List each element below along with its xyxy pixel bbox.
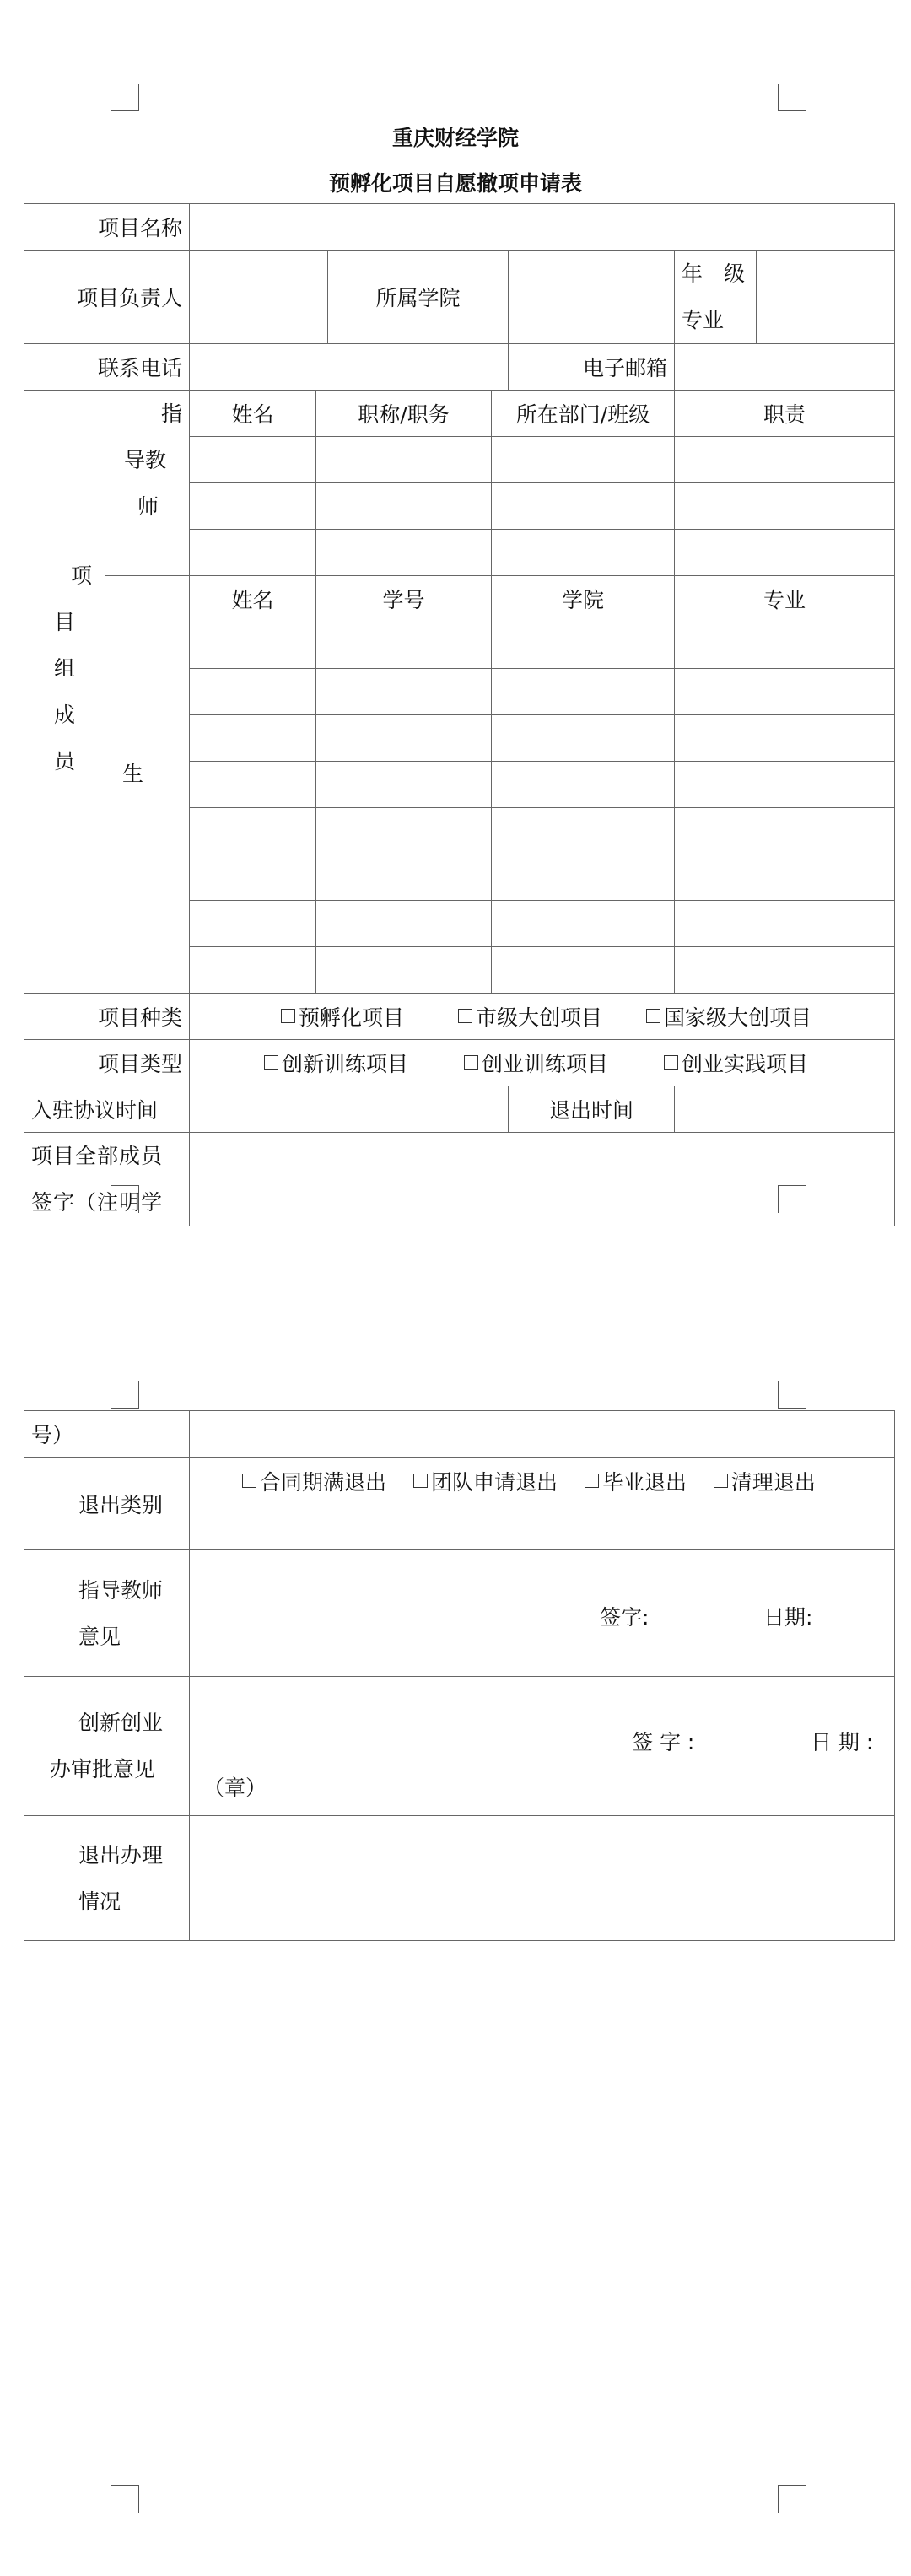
field-entry-time[interactable] <box>190 1086 509 1133</box>
advisor-cell[interactable] <box>316 483 492 530</box>
advisor-cell[interactable] <box>190 437 316 483</box>
crop-mark-top-left <box>111 84 139 111</box>
option-team-request[interactable] <box>413 1470 558 1495</box>
school-name: 重庆财经学院 <box>391 126 519 150</box>
student-cell[interactable] <box>675 762 895 808</box>
field-advisor-opinion[interactable] <box>190 1550 895 1677</box>
advisor-char-1: 指 <box>161 401 183 426</box>
project-category-options <box>190 994 895 1040</box>
label-project-category: 项目种类 <box>24 994 190 1040</box>
student-cell[interactable] <box>492 715 675 762</box>
advisor-opinion-line-1: 指导教师 <box>78 1577 164 1603</box>
student-cell[interactable] <box>492 622 675 669</box>
student-cell[interactable] <box>190 669 316 715</box>
label-project-name: 项目名称 <box>24 204 190 251</box>
advisor-cell[interactable] <box>675 530 895 576</box>
checkbox-icon[interactable] <box>585 1474 599 1488</box>
label-signature-continued: 号） <box>24 1411 190 1458</box>
field-college[interactable] <box>509 251 675 344</box>
checkbox-icon[interactable] <box>413 1474 428 1488</box>
student-cell[interactable] <box>190 854 316 901</box>
crop-mark-top-right <box>778 84 806 111</box>
col-header-title: 职称/职务 <box>316 391 492 437</box>
advisor-cell[interactable] <box>675 437 895 483</box>
field-exit-handling[interactable] <box>190 1816 895 1941</box>
application-form-page1 <box>24 203 895 1226</box>
student-cell[interactable] <box>316 808 492 854</box>
option-label: 创新训练项目 <box>282 1052 409 1076</box>
label-grade-major <box>675 251 757 344</box>
field-office-opinion[interactable] <box>190 1677 895 1816</box>
option-label: 团队申请退出 <box>430 1470 558 1495</box>
advisor-cell[interactable] <box>492 437 675 483</box>
crop-mark-top-right <box>778 1381 806 1409</box>
sign-line-2: 签字（注明学 <box>31 1190 164 1215</box>
field-grade-major[interactable] <box>757 251 895 344</box>
advisor-cell[interactable] <box>316 530 492 576</box>
option-label: 毕业退出 <box>601 1470 687 1495</box>
label-advisor-opinion <box>24 1550 190 1677</box>
label-advisor <box>105 391 190 576</box>
col-header-student-name: 姓名 <box>190 576 316 622</box>
advisor-sign-label: 签字: <box>600 1605 650 1630</box>
members-char-4: 成 <box>53 703 75 727</box>
project-type-options <box>190 1040 895 1086</box>
advisor-cell[interactable] <box>492 483 675 530</box>
student-cell[interactable] <box>190 622 316 669</box>
option-label: 合同期满退出 <box>260 1470 387 1495</box>
student-cell[interactable] <box>492 854 675 901</box>
option-graduation[interactable] <box>585 1470 687 1495</box>
checkbox-icon[interactable] <box>646 1009 660 1023</box>
option-label: 市级大创项目 <box>475 1005 602 1030</box>
col-header-student-major: 专业 <box>675 576 895 622</box>
option-incubation[interactable] <box>281 1005 404 1030</box>
student-cell[interactable] <box>492 762 675 808</box>
student-cell[interactable] <box>492 669 675 715</box>
student-cell[interactable] <box>675 901 895 947</box>
field-phone[interactable] <box>190 344 509 391</box>
option-city-level[interactable] <box>458 1005 602 1030</box>
form-title: 预孵化项目自愿撤项申请表 <box>328 171 582 196</box>
checkbox-icon[interactable] <box>281 1009 295 1023</box>
option-label: 创业实践项目 <box>681 1052 808 1076</box>
label-exit-category: 退出类别 <box>24 1458 190 1550</box>
members-char-2: 目 <box>53 610 75 634</box>
advisor-char-3: 师 <box>137 494 159 519</box>
seal-label: （章） <box>203 1776 267 1800</box>
option-contract-expired[interactable] <box>242 1470 386 1495</box>
student-cell[interactable] <box>316 669 492 715</box>
label-college: 所属学院 <box>328 251 509 344</box>
advisor-cell[interactable] <box>190 483 316 530</box>
members-char-5: 员 <box>53 749 75 773</box>
label-project-members <box>24 391 105 994</box>
student-cell[interactable] <box>316 947 492 994</box>
label-leader: 项目负责人 <box>24 251 190 344</box>
crop-mark-bottom-right <box>778 2485 806 2513</box>
option-label: 创业训练项目 <box>481 1052 608 1076</box>
crop-mark-top-left <box>111 1381 139 1409</box>
student-cell[interactable] <box>675 715 895 762</box>
field-signature-continued[interactable] <box>190 1411 895 1458</box>
advisor-cell[interactable] <box>190 530 316 576</box>
field-member-signatures[interactable] <box>190 1133 895 1226</box>
student-cell[interactable] <box>492 901 675 947</box>
members-char-3: 组 <box>53 656 75 681</box>
label-email: 电子邮箱 <box>509 344 675 391</box>
label-project-type: 项目类型 <box>24 1040 190 1086</box>
student-cell[interactable] <box>316 622 492 669</box>
members-char-1: 项 <box>70 563 92 588</box>
option-label: 预孵化项目 <box>299 1005 405 1030</box>
field-email[interactable] <box>675 344 895 391</box>
option-label: 国家级大创项目 <box>663 1005 811 1030</box>
option-innovation-training[interactable] <box>264 1052 408 1076</box>
advisor-cell[interactable] <box>492 530 675 576</box>
exit-handling-line-2: 情况 <box>78 1889 121 1914</box>
label-entry-time: 入驻协议时间 <box>24 1086 190 1133</box>
exit-handling-line-1: 退出办理 <box>78 1842 164 1867</box>
option-entrepreneurship-practice[interactable] <box>664 1052 808 1076</box>
label-phone: 联系电话 <box>24 344 190 391</box>
student-cell[interactable] <box>190 808 316 854</box>
student-cell[interactable] <box>316 901 492 947</box>
student-cell[interactable] <box>675 622 895 669</box>
office-opinion-line-2: 办审批意见 <box>50 1757 156 1781</box>
field-exit-time[interactable] <box>675 1086 895 1133</box>
office-date-label: 日 期 : <box>811 1730 874 1754</box>
col-header-name: 姓名 <box>190 391 316 437</box>
option-national-level[interactable] <box>646 1005 811 1030</box>
student-cell[interactable] <box>675 947 895 994</box>
student-cell[interactable] <box>316 854 492 901</box>
student-cell[interactable] <box>316 715 492 762</box>
col-header-duty: 职责 <box>675 391 895 437</box>
col-header-department: 所在部门/班级 <box>492 391 675 437</box>
student-cell[interactable] <box>492 947 675 994</box>
advisor-date-label: 日期: <box>763 1605 813 1630</box>
label-major: 专业 <box>682 308 725 332</box>
student-cell[interactable] <box>675 808 895 854</box>
office-opinion-line-1: 创新创业 <box>78 1711 164 1735</box>
student-cell[interactable] <box>190 715 316 762</box>
student-cell[interactable] <box>190 947 316 994</box>
office-sign-label: 签 字 : <box>632 1730 695 1754</box>
checkbox-icon[interactable] <box>664 1055 678 1070</box>
advisor-cell[interactable] <box>316 437 492 483</box>
label-student: 生 <box>105 576 190 994</box>
checkbox-icon[interactable] <box>464 1055 478 1070</box>
checkbox-icon[interactable] <box>264 1055 278 1070</box>
label-grade: 年 级 <box>682 261 746 286</box>
checkbox-icon[interactable] <box>714 1474 728 1488</box>
student-cell[interactable] <box>190 762 316 808</box>
label-member-signatures <box>24 1133 190 1226</box>
advisor-char-2: 导教 <box>124 448 167 472</box>
student-cell[interactable] <box>316 762 492 808</box>
col-header-student-id: 学号 <box>316 576 492 622</box>
advisor-opinion-line-2: 意见 <box>78 1624 121 1649</box>
option-label: 清理退出 <box>730 1470 816 1495</box>
student-cell[interactable] <box>492 808 675 854</box>
crop-mark-bottom-left <box>111 2485 139 2513</box>
field-project-name[interactable] <box>190 204 895 251</box>
label-exit-handling <box>24 1816 190 1941</box>
student-cell[interactable] <box>675 669 895 715</box>
field-leader[interactable] <box>190 251 328 344</box>
advisor-cell[interactable] <box>675 483 895 530</box>
option-clearance[interactable] <box>714 1470 816 1495</box>
checkbox-icon[interactable] <box>458 1009 472 1023</box>
application-form-page2 <box>24 1410 895 1941</box>
col-header-student-college: 学院 <box>492 576 675 622</box>
exit-category-options <box>190 1458 895 1550</box>
student-cell[interactable] <box>675 854 895 901</box>
label-exit-time: 退出时间 <box>509 1086 675 1133</box>
option-entrepreneurship-training[interactable] <box>464 1052 608 1076</box>
checkbox-icon[interactable] <box>242 1474 256 1488</box>
student-cell[interactable] <box>190 901 316 947</box>
sign-line-1: 项目全部成员 <box>31 1144 164 1168</box>
label-office-opinion <box>24 1677 190 1816</box>
